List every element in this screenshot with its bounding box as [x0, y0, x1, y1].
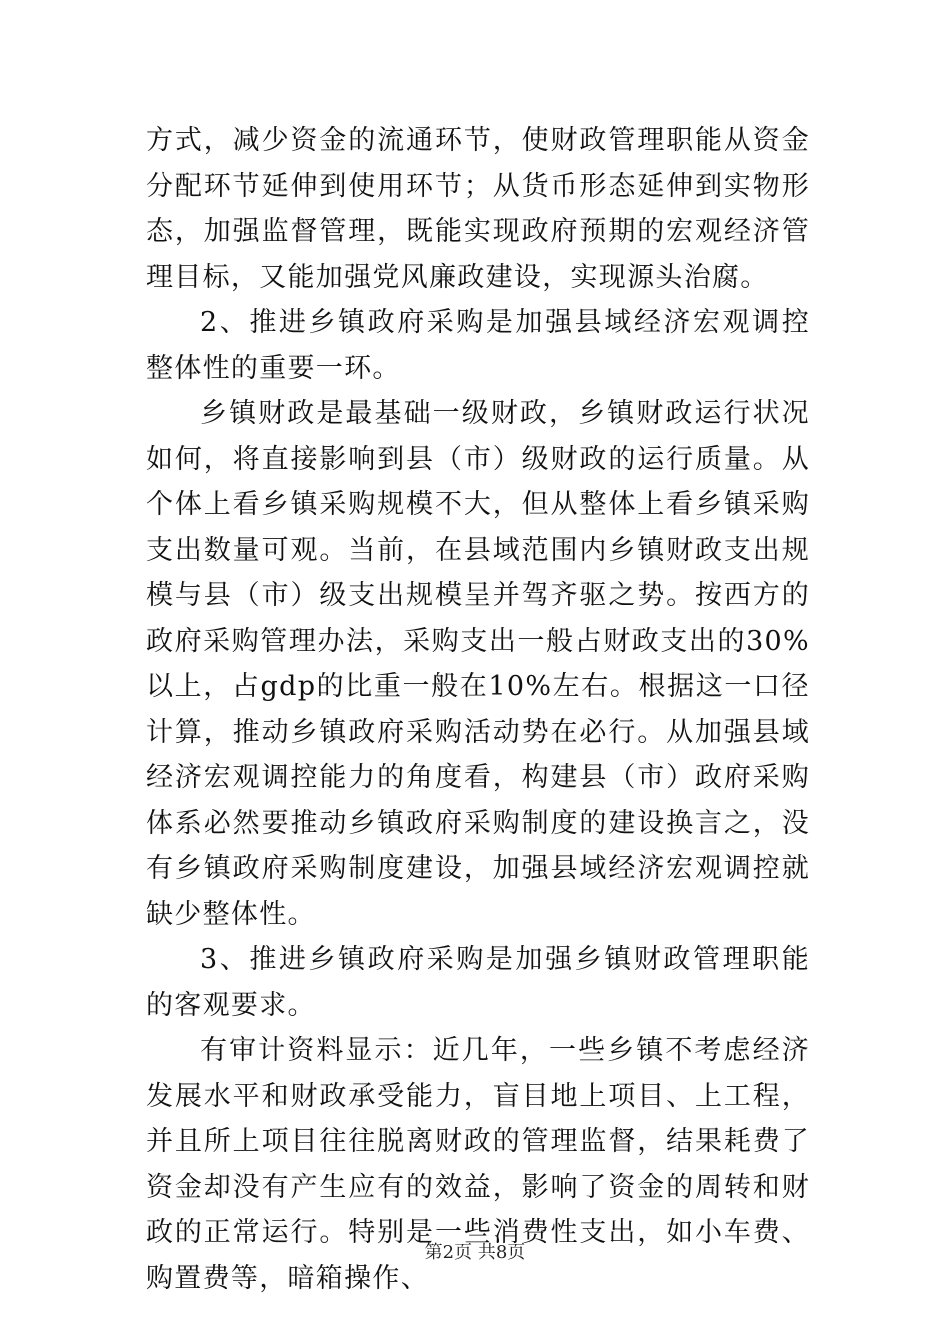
page-footer: 第2页 共8页	[424, 1242, 526, 1263]
section-heading-2: 2、推进乡镇政府采购是加强县域经济宏观调控整体性的重要一环。	[146, 307, 810, 384]
body-text	[146, 118, 810, 1301]
section-heading-3: 3、推进乡镇政府采购是加强乡镇财政管理职能的客观要求。	[146, 944, 810, 1021]
paragraph-township-finance: 乡镇财政是最基础一级财政，乡镇财政运行状况如何，将直接影响到县（市）级财政的运行质量。从个体上看乡镇采购规模不大，但从整体上看乡镇采购支出数量可观。当前，在县域范围内乡镇财政支出规模与县（市）级支出规模呈并驾齐驱之势。按西方的政府采购管理办法，采购支出一般占财政支出的30%以上，占gdp的比重一般在10%左右。根据这一口径计算，推动乡镇政府采购活动势在必行。从加强县域经济宏观调控能力的角度看，构建县（市）政府采购体系必然要推动乡镇政府采购制度的建设换言之，没有乡镇政府采购制度建设，加强县域经济宏观调控就缺少整体性。	[146, 398, 810, 930]
paragraph-audit-data: 有审计资料显示：近几年，一些乡镇不考虑经济发展水平和财政承受能力，盲目地上项目、上工程，并且所上项目往往脱离财政的管理监督，结果耗费了资金却没有产生应有的效益，影响了资金的周转和财政的正常运行。特别是一些消费性支出，如小车费、购置费等，暗箱操作、	[146, 1035, 810, 1294]
paragraph-continuation: 方式，减少资金的流通环节，使财政管理职能从资金分配环节延伸到使用环节；从货币形态延伸到实物形态，加强监督管理，既能实现政府预期的宏观经济管理目标，又能加强党风廉政建设，实现源头治腐。	[146, 125, 810, 293]
